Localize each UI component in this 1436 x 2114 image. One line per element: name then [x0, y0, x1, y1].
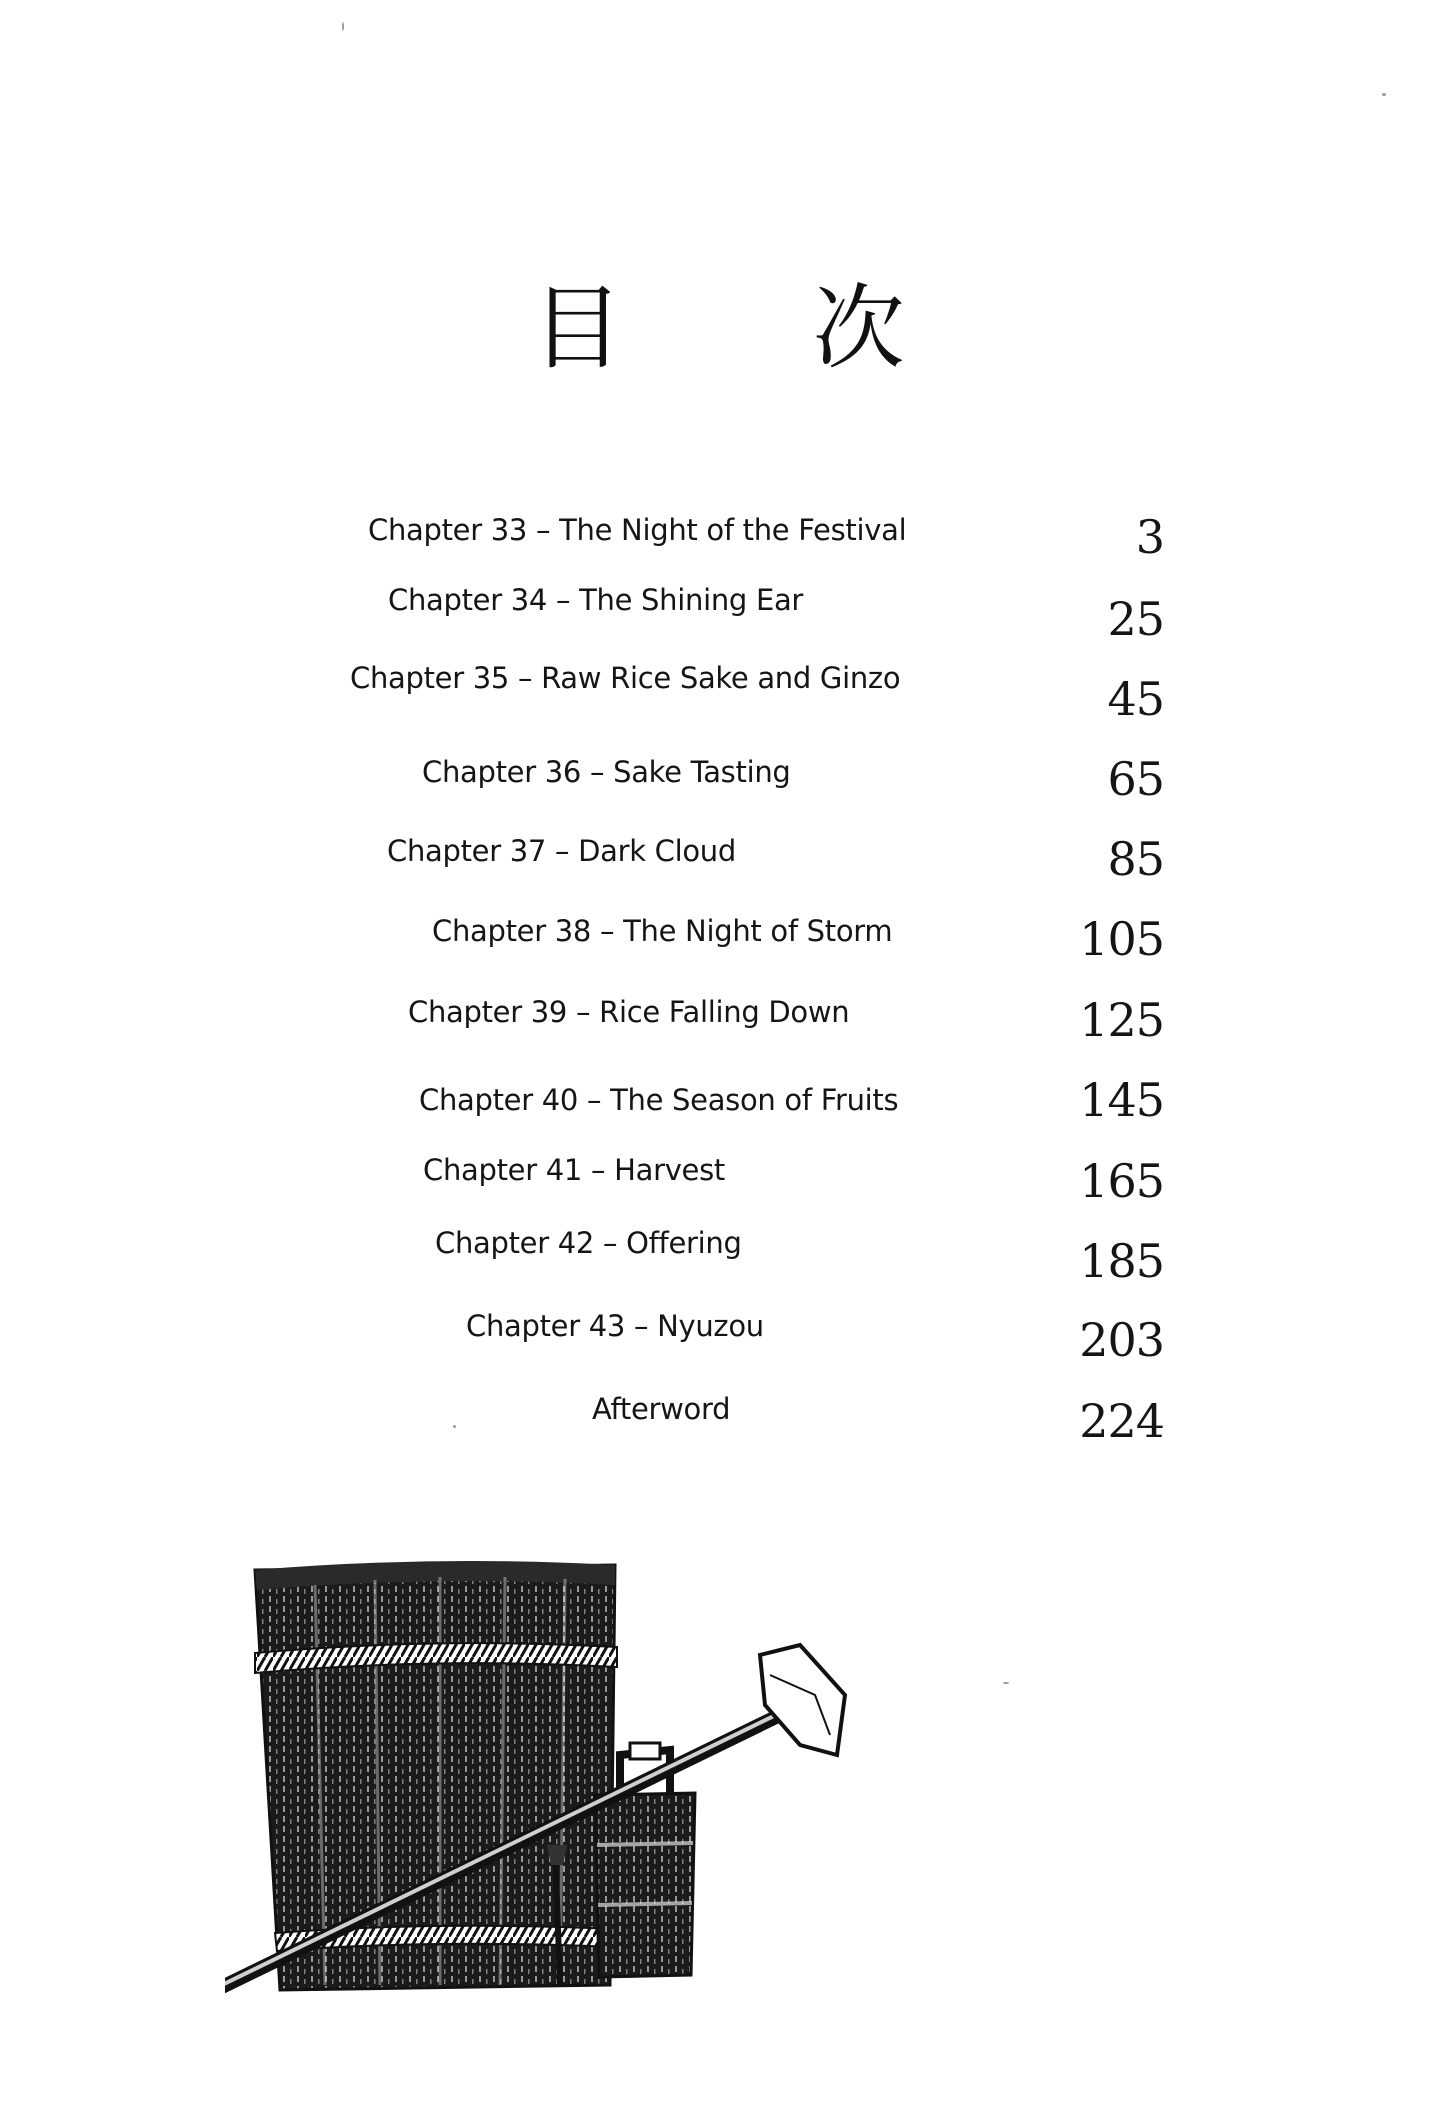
- toc-entry-label: Chapter 39 – Rice Falling Down: [408, 995, 850, 1029]
- toc-entry-page: 105: [1079, 912, 1164, 966]
- toc-entry-label: Chapter 42 – Offering: [435, 1226, 742, 1260]
- scan-speck: [1382, 93, 1386, 96]
- toc-entry-page: 224: [1079, 1394, 1164, 1448]
- toc-entry-page: 65: [1107, 752, 1164, 806]
- toc-entry-label: Chapter 41 – Harvest: [423, 1153, 725, 1187]
- scan-speck: [1003, 1682, 1009, 1684]
- toc-entry-label: Chapter 35 – Raw Rice Sake and Ginzo: [350, 661, 901, 695]
- scan-speck: [453, 1425, 456, 1428]
- toc-entry-page: 45: [1107, 672, 1164, 726]
- toc-entry-page: 165: [1079, 1154, 1164, 1208]
- page-title: 目 次: [531, 275, 985, 382]
- sake-barrel-and-ladle-icon: [225, 1545, 865, 2025]
- toc-entry-page: 125: [1079, 993, 1164, 1047]
- toc-entry-label: Chapter 36 – Sake Tasting: [422, 755, 791, 789]
- toc-entry-label: Chapter 33 – The Night of the Festival: [368, 513, 907, 547]
- toc-entry-page: 85: [1107, 832, 1164, 886]
- toc-entry-label: Chapter 34 – The Shining Ear: [388, 583, 804, 617]
- toc-entry-page: 185: [1079, 1234, 1164, 1288]
- toc-entry-page: 203: [1079, 1313, 1164, 1367]
- scan-speck: [342, 22, 344, 31]
- toc-entry-page: 145: [1079, 1073, 1164, 1127]
- toc-entry-page: 3: [1135, 510, 1164, 564]
- toc-entry-label: Afterword: [592, 1392, 731, 1426]
- toc-entry-label: Chapter 38 – The Night of Storm: [432, 914, 893, 948]
- toc-entry-label: Chapter 37 – Dark Cloud: [387, 834, 736, 868]
- toc-entry-label: Chapter 40 – The Season of Fruits: [419, 1083, 899, 1117]
- toc-entry-label: Chapter 43 – Nyuzou: [466, 1309, 764, 1343]
- toc-entry-page: 25: [1107, 592, 1164, 646]
